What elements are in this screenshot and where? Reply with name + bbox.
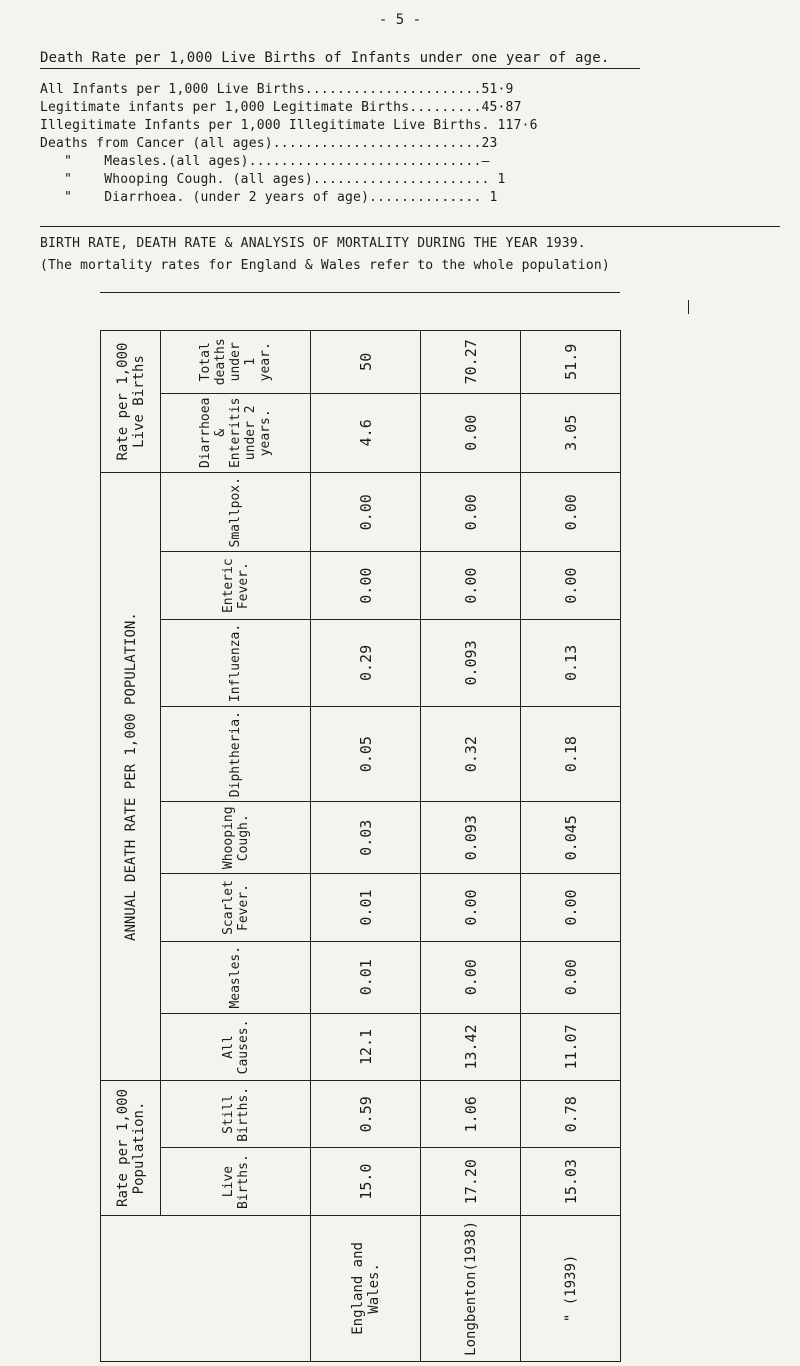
cell-still-births: 0.59 bbox=[311, 1081, 421, 1148]
row-label: Longbenton(1938) bbox=[421, 1215, 521, 1361]
cell-live-births: 17.20 bbox=[421, 1148, 521, 1215]
group-population-header: Rate per 1,000 Population. bbox=[101, 1081, 161, 1216]
col-diphtheria: Diphtheria. bbox=[161, 707, 311, 802]
cell-enteric-fever: 0.00 bbox=[521, 552, 621, 619]
cell-whooping-cough: 0.045 bbox=[521, 802, 621, 874]
section-divider bbox=[40, 226, 780, 227]
cell-total-deaths: 51.9 bbox=[521, 331, 621, 394]
infant-line-all: All Infants per 1,000 Live Births......................51·9 bbox=[40, 82, 514, 97]
cell-whooping-cough: 0.03 bbox=[311, 802, 421, 874]
col-diarrhoea-enteritis: Diarrhoea & Enteritis under 2 years. bbox=[161, 393, 311, 472]
col-total-deaths-under-1: Total deaths under 1 year. bbox=[161, 331, 311, 394]
row-label: " (1939) bbox=[521, 1215, 621, 1361]
cell-diarrhoea-enteritis: 3.05 bbox=[521, 393, 621, 472]
cell-influenza: 0.13 bbox=[521, 619, 621, 706]
cell-measles: 0.00 bbox=[521, 941, 621, 1013]
col-still-births: Still Births. bbox=[161, 1081, 311, 1148]
corner-cell bbox=[101, 1215, 311, 1361]
heading-underline bbox=[40, 68, 640, 69]
cell-enteric-fever: 0.00 bbox=[311, 552, 421, 619]
table-top-rule bbox=[100, 292, 620, 293]
col-whooping-cough: Whooping Cough. bbox=[161, 802, 311, 874]
row-label: England and Wales. bbox=[311, 1215, 421, 1361]
col-all-causes: All Causes. bbox=[161, 1013, 311, 1080]
mortality-table-region bbox=[100, 330, 620, 1362]
cell-still-births: 1.06 bbox=[421, 1081, 521, 1148]
cell-diphtheria: 0.18 bbox=[521, 707, 621, 802]
col-enteric-fever: Enteric Fever. bbox=[161, 552, 311, 619]
table-row-longbenton-1938 bbox=[421, 331, 521, 1362]
col-scarlet-fever: Scarlet Fever. bbox=[161, 874, 311, 941]
infant-mortality-heading: Death Rate per 1,000 Live Births of Infants under one year of age. bbox=[40, 50, 610, 66]
cell-diphtheria: 0.32 bbox=[421, 707, 521, 802]
cell-diphtheria: 0.05 bbox=[311, 707, 421, 802]
cell-smallpox: 0.00 bbox=[521, 473, 621, 552]
cell-all-causes: 12.1 bbox=[311, 1013, 421, 1080]
cell-scarlet-fever: 0.01 bbox=[311, 874, 421, 941]
cell-influenza: 0.093 bbox=[421, 619, 521, 706]
cell-diarrhoea-enteritis: 0.00 bbox=[421, 393, 521, 472]
col-influenza: Influenza. bbox=[161, 619, 311, 706]
cell-still-births: 0.78 bbox=[521, 1081, 621, 1148]
table-row-longbenton-1939 bbox=[521, 331, 621, 1362]
mortality-table bbox=[100, 330, 621, 1362]
col-smallpox: Smallpox. bbox=[161, 473, 311, 552]
cell-measles: 0.00 bbox=[421, 941, 521, 1013]
col-live-births: Live Births. bbox=[161, 1148, 311, 1215]
deaths-whooping-cough: " Whooping Cough. (all ages)...................... 1 bbox=[40, 172, 506, 187]
col-measles: Measles. bbox=[161, 941, 311, 1013]
deaths-measles: " Measles.(all ages).............................— bbox=[40, 154, 490, 169]
infant-line-illegitimate: Illegitimate Infants per 1,000 Illegitimate Live Births. 117·6 bbox=[40, 118, 538, 133]
deaths-cancer: Deaths from Cancer (all ages)..........................23 bbox=[40, 136, 498, 151]
table-row-england-wales bbox=[311, 331, 421, 1362]
cell-live-births: 15.03 bbox=[521, 1148, 621, 1215]
cell-measles: 0.01 bbox=[311, 941, 421, 1013]
cell-live-births: 15.0 bbox=[311, 1148, 421, 1215]
section-title: BIRTH RATE, DEATH RATE & ANALYSIS OF MORTALITY DURING THE YEAR 1939. bbox=[40, 236, 586, 251]
cell-smallpox: 0.00 bbox=[311, 473, 421, 552]
page-number: - 5 - bbox=[378, 12, 422, 28]
cell-enteric-fever: 0.00 bbox=[421, 552, 521, 619]
group-live-births-header: Rate per 1,000 Live Births bbox=[101, 331, 161, 473]
cell-scarlet-fever: 0.00 bbox=[421, 874, 521, 941]
deaths-diarrhoea: " Diarrhoea. (under 2 years of age).............. 1 bbox=[40, 190, 498, 205]
group-annual-death-header: ANNUAL DEATH RATE PER 1,000 POPULATION. bbox=[101, 473, 161, 1081]
cell-scarlet-fever: 0.00 bbox=[521, 874, 621, 941]
cell-all-causes: 11.07 bbox=[521, 1013, 621, 1080]
cell-diarrhoea-enteritis: 4.6 bbox=[311, 393, 421, 472]
cell-total-deaths: 70.27 bbox=[421, 331, 521, 394]
cell-smallpox: 0.00 bbox=[421, 473, 521, 552]
cell-influenza: 0.29 bbox=[311, 619, 421, 706]
infant-line-legitimate: Legitimate infants per 1,000 Legitimate Births.........45·87 bbox=[40, 100, 522, 115]
cell-whooping-cough: 0.093 bbox=[421, 802, 521, 874]
cell-total-deaths: 50 bbox=[311, 331, 421, 394]
margin-mark bbox=[688, 300, 689, 314]
section-note: (The mortality rates for England & Wales refer to the whole population) bbox=[40, 258, 610, 273]
cell-all-causes: 13.42 bbox=[421, 1013, 521, 1080]
